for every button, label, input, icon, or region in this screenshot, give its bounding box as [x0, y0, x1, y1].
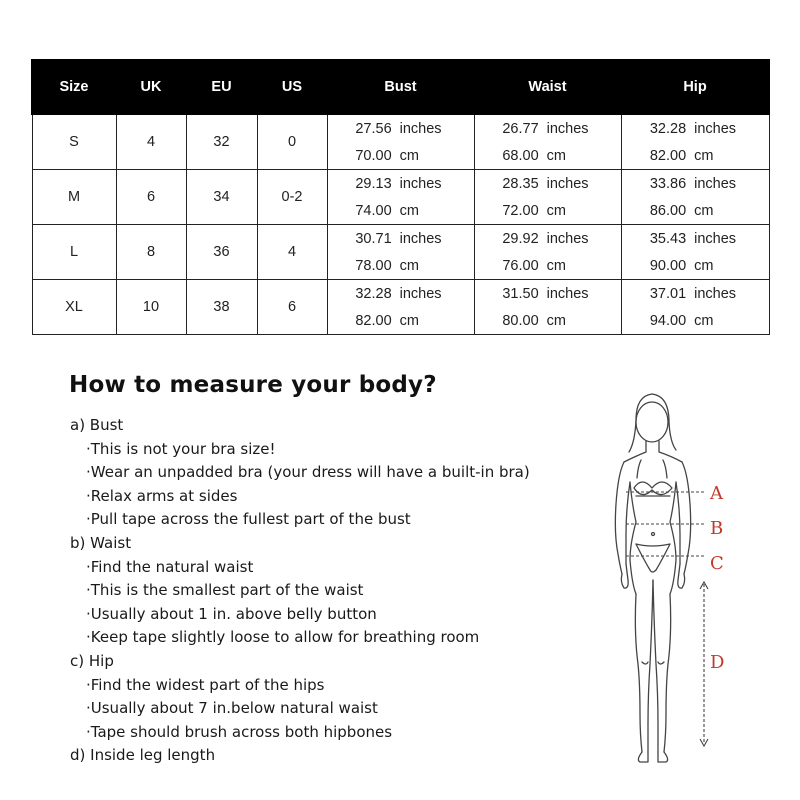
waist-inches-value: 31.50 [502, 285, 539, 302]
guide-section-heading: c) Hip [70, 651, 114, 670]
guide-tip: ·Relax arms at sides [86, 486, 238, 505]
bust-cm-value: 70.00 [355, 147, 392, 164]
waist-inches-value: 28.35 [502, 175, 539, 192]
unit-label: cm [546, 312, 566, 329]
hip-cm-value: 86.00 [649, 202, 687, 219]
guide-tip: ·Tape should brush across both hipbones [86, 722, 393, 741]
bust-inches-value: 27.56 [355, 120, 392, 137]
hip-cell [621, 114, 769, 170]
bust-inches-value: 29.13 [355, 175, 392, 192]
table-row [32, 280, 769, 335]
unit-label: cm [546, 202, 566, 219]
guide-tip: ·Pull tape across the fullest part of the bust [86, 510, 411, 529]
table-row [32, 225, 769, 280]
body-measurement-figure [596, 384, 756, 774]
waist-cm-value: 68.00 [502, 147, 539, 164]
us-cell: 0 [257, 114, 327, 170]
guide-section-heading: a) Bust [70, 416, 124, 434]
bust-cm-value: 82.00 [355, 312, 392, 329]
guide-title: How to measure your body? [69, 372, 437, 398]
waist-cell [474, 280, 621, 335]
right-leg [653, 580, 671, 752]
label-c: C [710, 553, 724, 574]
unit-label: inches [694, 285, 737, 302]
guide-tip: ·Usually about 1 in. above belly button [86, 604, 377, 623]
hip-cm-value: 90.00 [649, 257, 687, 274]
unit-label: inches [546, 120, 589, 137]
left-leg [635, 580, 653, 752]
waist-cm-value: 76.00 [502, 257, 539, 274]
hip-inches-value: 33.86 [649, 175, 687, 192]
us-cell: 6 [257, 280, 327, 335]
unit-label: inches [694, 230, 737, 247]
bust-cell [327, 114, 474, 170]
guide-tip: ·Find the natural waist [86, 557, 254, 576]
guide-tip: ·Usually about 7 in.below natural waist [86, 699, 378, 718]
table-body [32, 114, 769, 335]
unit-label: inches [399, 230, 442, 247]
us-cell: 4 [257, 225, 327, 280]
bust-inches-value: 30.71 [355, 230, 392, 247]
size-cell: M [32, 170, 116, 225]
label-b: B [710, 518, 724, 539]
header-waist: Waist [474, 60, 621, 114]
size-chart-table [31, 59, 770, 335]
unit-label: inches [546, 285, 589, 302]
right-hand [678, 564, 685, 588]
header-hip: Hip [621, 60, 769, 114]
table-header-row [32, 60, 769, 114]
eu-cell: 32 [186, 114, 257, 170]
label-a: A [710, 483, 723, 504]
waist-inches-value: 26.77 [502, 120, 539, 137]
eu-cell: 34 [186, 170, 257, 225]
briefs [636, 544, 670, 572]
unit-label: inches [546, 230, 589, 247]
bust-cell [327, 225, 474, 280]
bust-inches-value: 32.28 [355, 285, 392, 302]
waist-cell [474, 225, 621, 280]
hip-inches-value: 32.28 [649, 120, 687, 137]
hip-cm-value: 94.00 [649, 312, 687, 329]
header-size: Size [32, 60, 116, 114]
measure-guide [70, 414, 610, 768]
torso [630, 482, 676, 594]
size-cell: XL [32, 280, 116, 335]
unit-label: cm [399, 257, 419, 274]
bust-cell [327, 280, 474, 335]
hip-inches-value: 35.43 [649, 230, 687, 247]
unit-label: cm [694, 202, 714, 219]
unit-label: inches [399, 285, 442, 302]
navel [652, 533, 655, 536]
unit-label: cm [399, 147, 419, 164]
uk-cell: 4 [116, 114, 186, 170]
table-row [32, 114, 769, 170]
unit-label: cm [399, 202, 419, 219]
knees [642, 662, 664, 664]
unit-label: inches [399, 175, 442, 192]
eu-cell: 36 [186, 225, 257, 280]
header-uk: UK [116, 60, 186, 114]
waist-cm-value: 80.00 [502, 312, 539, 329]
hip-cell [621, 170, 769, 225]
guide-tip: ·Wear an unpadded bra (your dress will have a built-in bra) [86, 463, 530, 482]
label-d: D [710, 652, 725, 673]
table-row [32, 170, 769, 225]
unit-label: cm [694, 147, 714, 164]
unit-label: cm [694, 312, 714, 329]
waist-cell [474, 114, 621, 170]
us-cell: 0-2 [257, 170, 327, 225]
waist-cell [474, 170, 621, 225]
hip-cell [621, 280, 769, 335]
waist-cm-value: 72.00 [502, 202, 539, 219]
hair [629, 394, 676, 452]
guide-tip: ·This is not your bra size! [86, 439, 276, 458]
unit-label: inches [546, 175, 589, 192]
waist-inches-value: 29.92 [502, 230, 539, 247]
unit-label: inches [694, 175, 737, 192]
measurement-labels [709, 483, 724, 673]
guide-tip: ·Find the widest part of the hips [86, 675, 325, 694]
size-cell: S [32, 114, 116, 170]
unit-label: cm [399, 312, 419, 329]
left-arm [615, 462, 630, 574]
guide-tip: ·This is the smallest part of the waist [86, 581, 364, 600]
left-hand [621, 564, 628, 588]
unit-label: cm [546, 257, 566, 274]
uk-cell: 10 [116, 280, 186, 335]
header-bust: Bust [327, 60, 474, 114]
guide-tip: ·Keep tape slightly loose to allow for breathing room [86, 628, 480, 647]
guide-section-heading: b) Waist [70, 533, 132, 552]
unit-label: inches [399, 120, 442, 137]
head [636, 402, 668, 442]
eu-cell: 38 [186, 280, 257, 335]
hip-inches-value: 37.01 [649, 285, 687, 302]
body-outline [615, 394, 690, 762]
header-eu: EU [186, 60, 257, 114]
header-us: US [257, 60, 327, 114]
guide-section-heading: d) Inside leg length [70, 746, 216, 765]
hip-cm-value: 82.00 [649, 147, 687, 164]
uk-cell: 8 [116, 225, 186, 280]
unit-label: cm [694, 257, 714, 274]
hip-cell [621, 225, 769, 280]
unit-label: cm [546, 147, 566, 164]
unit-label: inches [694, 120, 737, 137]
right-arm [676, 462, 691, 574]
bra [634, 460, 672, 496]
bust-cm-value: 74.00 [355, 202, 392, 219]
uk-cell: 6 [116, 170, 186, 225]
bust-cell [327, 170, 474, 225]
bust-cm-value: 78.00 [355, 257, 392, 274]
size-cell: L [32, 225, 116, 280]
feet [638, 752, 667, 762]
